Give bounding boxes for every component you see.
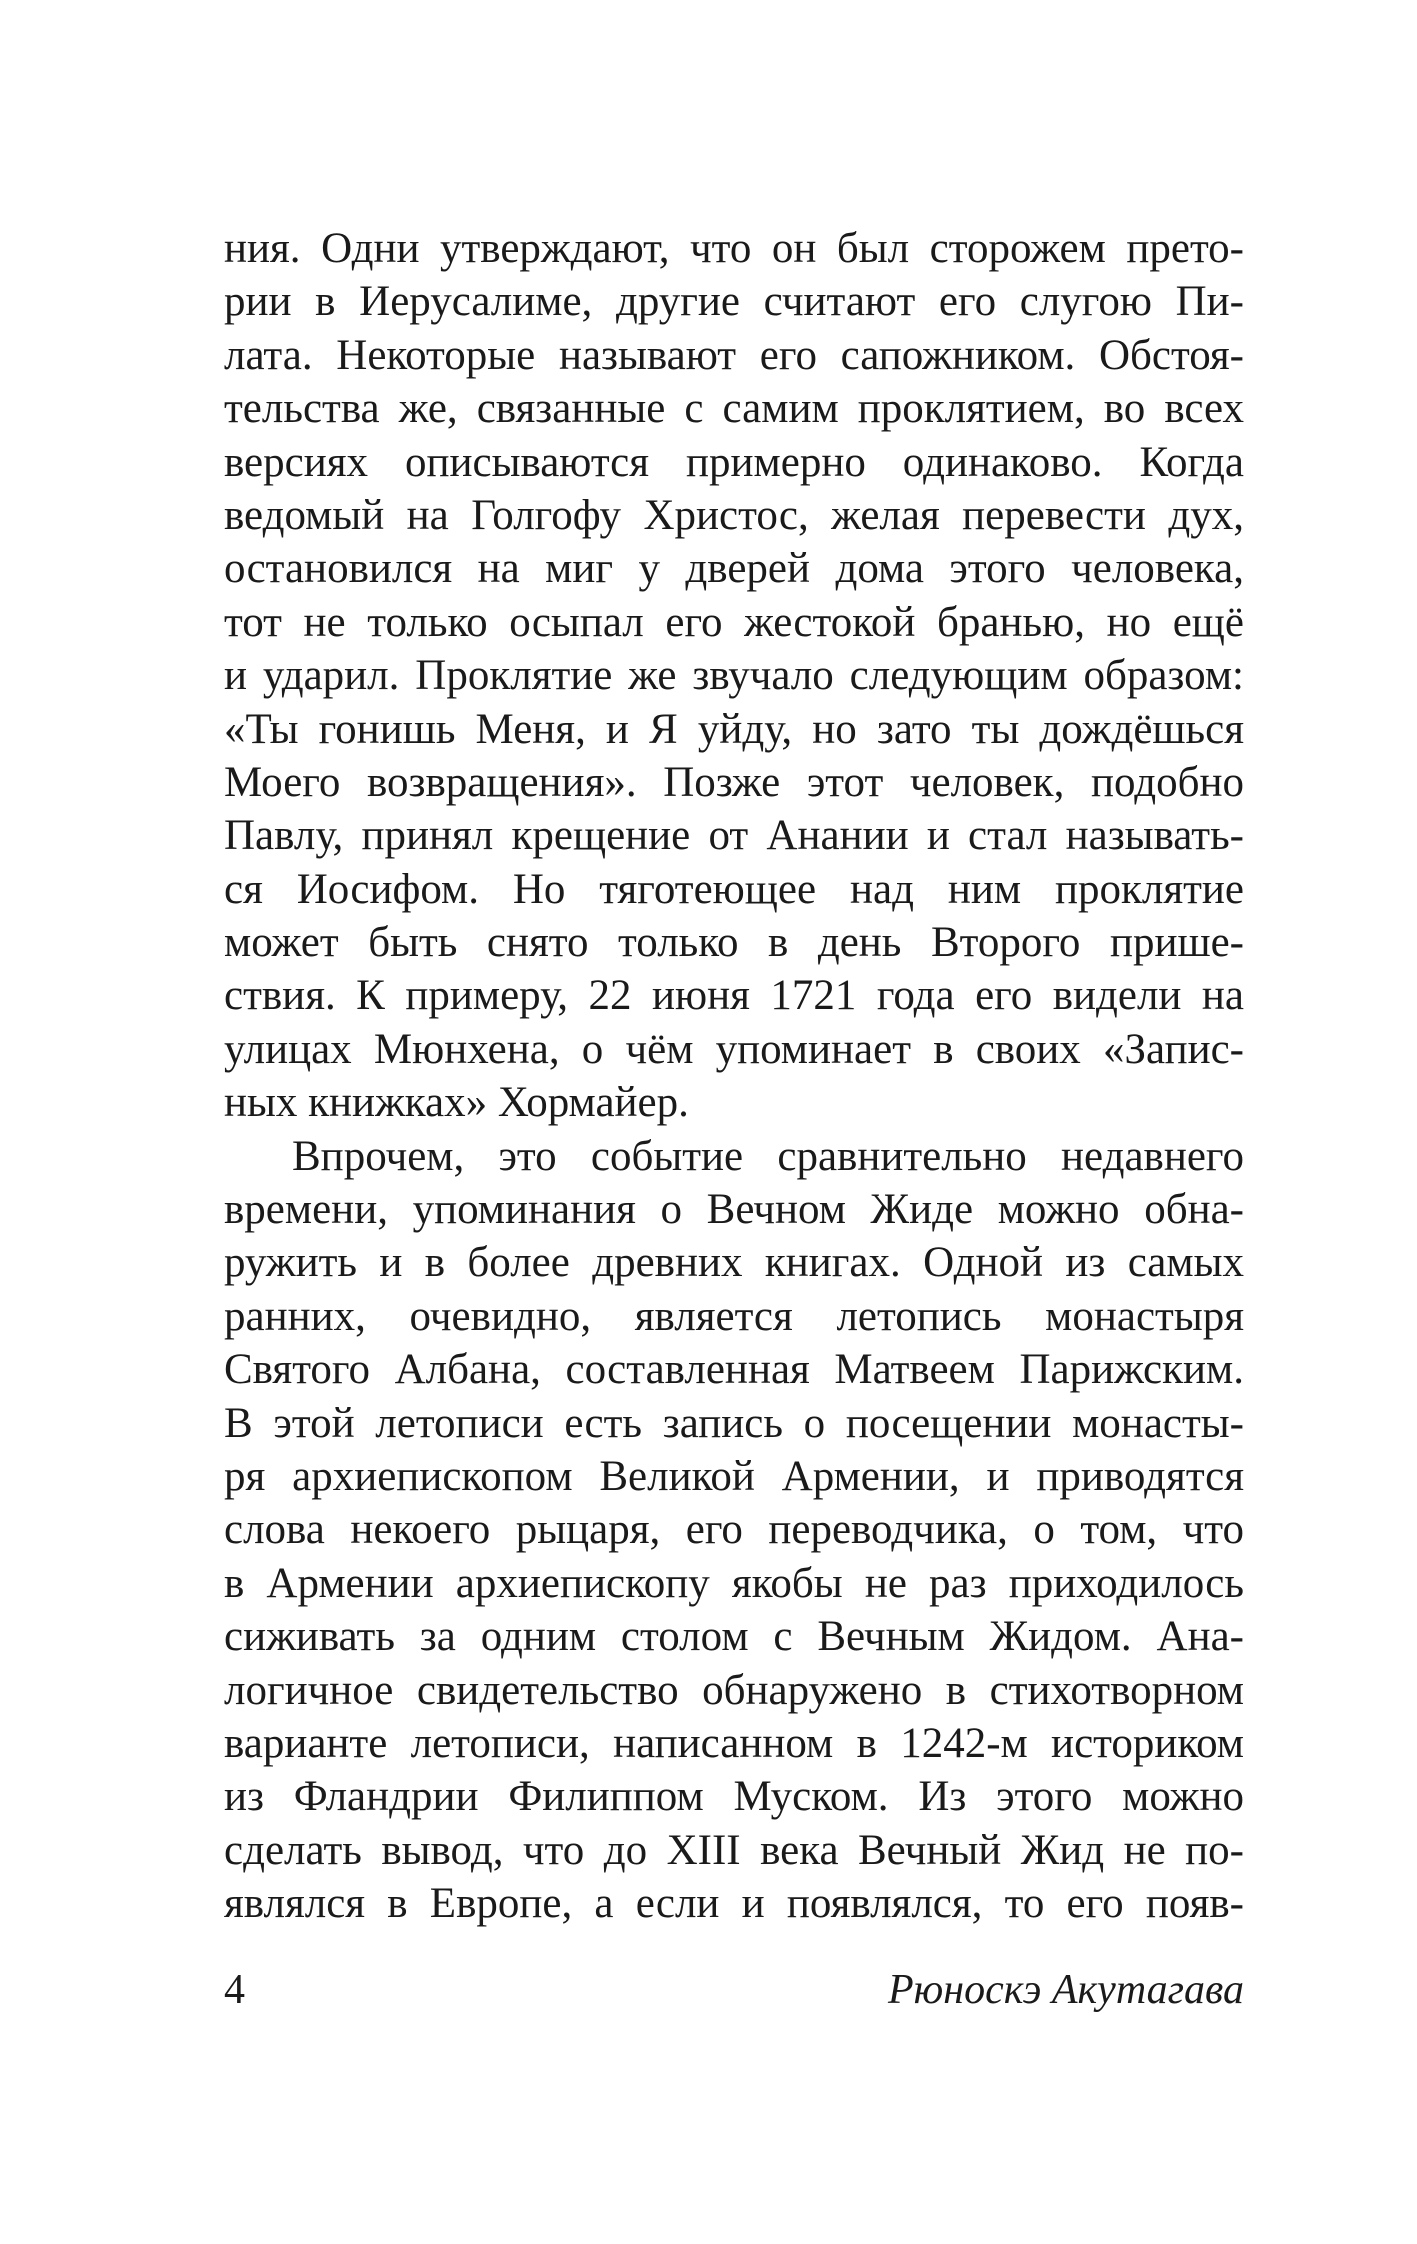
text-line: ствия. К примеру, 22 июня 1721 года его видели на bbox=[224, 972, 1244, 1020]
text-line: «Ты гонишь Меня, и Я уйду, но зато ты дождёшься bbox=[224, 705, 1244, 753]
text-line: логичное свидетельство обнаружено в стихотворном bbox=[224, 1666, 1244, 1714]
text-line: версиях описываются примерно одинаково. Когда bbox=[224, 438, 1244, 486]
text-line: сиживать за одним столом с Вечным Жидом. Ана- bbox=[224, 1613, 1244, 1661]
text-line: Впрочем, это событие сравнительно недавнего bbox=[292, 1132, 1244, 1180]
text-line: остановился на миг у дверей дома этого человека, bbox=[224, 545, 1244, 593]
text-line: тельства же, связанные с самим проклятием, во всех bbox=[224, 385, 1244, 433]
text-line: являлся в Европе, а если и появлялся, то его появ- bbox=[224, 1880, 1244, 1928]
text-line: Павлу, принял крещение от Анании и стал называть- bbox=[224, 812, 1244, 860]
text-line: из Фландрии Филиппом Муском. Из этого можно bbox=[224, 1773, 1244, 1821]
paragraph bbox=[224, 222, 1244, 1130]
text-line: может быть снято только в день Второго прише- bbox=[224, 919, 1244, 967]
text-line: лата. Некоторые называют его сапожником. Обстоя- bbox=[224, 331, 1244, 379]
text-line: улицах Мюнхена, о чём упоминает в своих «Запис- bbox=[224, 1025, 1244, 1073]
text-line: ранних, очевидно, является летопись монастыря bbox=[224, 1292, 1244, 1340]
text-line: времени, упоминания о Вечном Жиде можно обна- bbox=[224, 1186, 1244, 1234]
text-line: В этой летописи есть запись о посещении монасты- bbox=[224, 1399, 1244, 1447]
text-line: ных книжках» Хормайер. bbox=[224, 1079, 689, 1127]
text-line: и ударил. Проклятие же звучало следующим образом: bbox=[224, 652, 1244, 700]
text-line: ря архиепископом Великой Армении, и приводятся bbox=[224, 1452, 1244, 1500]
text-line: ся Иосифом. Но тяготеющее над ним проклятие bbox=[224, 865, 1244, 913]
text-line: тот не только осыпал его жестокой бранью, но ещё bbox=[224, 598, 1244, 646]
running-footer-author: Рюноскэ Акутагава bbox=[888, 1967, 1244, 2013]
text-line: сделать вывод, что до XIII века Вечный Жид не по- bbox=[224, 1826, 1244, 1874]
text-line: варианте летописи, написанном в 1242-м историком bbox=[224, 1719, 1244, 1767]
text-line: слова некоего рыцаря, его переводчика, о том, что bbox=[224, 1506, 1244, 1554]
text-line: Святого Албана, составленная Матвеем Парижским. bbox=[224, 1346, 1244, 1394]
text-line: Моего возвращения». Позже этот человек, подобно bbox=[224, 758, 1244, 806]
text-line: рии в Иерусалиме, другие считают его слугою Пи- bbox=[224, 278, 1244, 326]
text-line: ведомый на Голгофу Христос, желая перевести дух, bbox=[224, 491, 1244, 539]
text-line: в Армении архиепископу якобы не раз приходилось bbox=[224, 1559, 1244, 1607]
paragraph bbox=[224, 1130, 1244, 1931]
body-text bbox=[224, 222, 1244, 1931]
page-footer bbox=[224, 1960, 1244, 2020]
text-line: ния. Одни утверждают, что он был сторожем прето- bbox=[224, 225, 1244, 272]
text-line: ружить и в более древних книгах. Одной из самых bbox=[224, 1239, 1244, 1287]
page-number: 4 bbox=[224, 1967, 245, 2013]
